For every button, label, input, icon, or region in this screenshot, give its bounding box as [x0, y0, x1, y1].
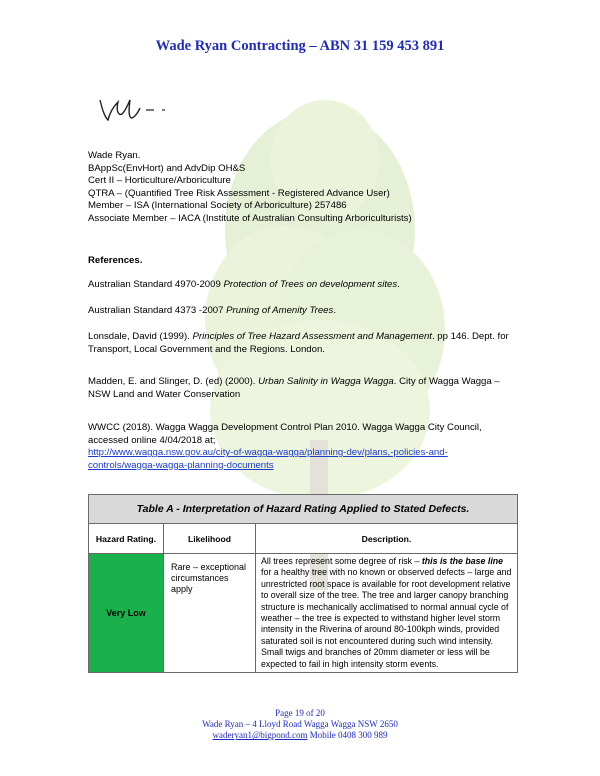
reference-item: Australian Standard 4373 -2007 Pruning of Amenity Trees. [88, 305, 336, 316]
footer-mobile: Mobile 0408 300 989 [307, 730, 388, 741]
table-header-description: Description. [256, 524, 518, 554]
credential-line: Member – ISA (International Society of Arboriculture) 257486 [88, 200, 347, 212]
reference-item: Lonsdale, David (1999). Principles of Tree Hazard Assessment and Management. pp 146. Dept. for Transport, Local Government and the Regions. London. [88, 331, 509, 355]
likelihood-cell: Rare – exceptional circumstances apply [164, 554, 256, 673]
description-cell: All trees represent some degree of risk – this is the base line for a healthy tree with no known or observed defects – large and unrestricted root space is available for root development relative to overall size of the tree. The tree and larger canopy branching structure is mechanically acclimatised to normal annual cycle of weather – the tree is expected to withstand higher level storm intensity in the Riverina of around 80-100kph winds, provided saturated soil is not encountered during such wind intensity. Small twigs and branches of 20mm diameter or less will be expected to fail in high intensity storm events. [256, 554, 518, 673]
credential-line: QTRA – (Quantified Tree Risk Assessment - Registered Advance User) [88, 187, 390, 199]
credential-line: Cert II – Horticulture/Arboriculture [88, 175, 231, 187]
credential-line: Wade Ryan. [88, 150, 141, 161]
hazard-rating-table [88, 494, 518, 673]
table-header-likelihood: Likelihood [164, 524, 256, 554]
reference-item: WWCC (2018). Wagga Wagga Development Control Plan 2010. Wagga Wagga City Council, accessed online 4/04/2018 at; http://www.wagga.nsw.gov.au/city-of-wagga-wagga/planning-dev/plans,-policies-and- controls/wagga-wagga-planning-documents [88, 422, 482, 471]
credential-line: Associate Member – IACA (Institute of Australian Consulting Arboriculturists) [88, 212, 412, 224]
table-header-hazard: Hazard Rating. [89, 524, 164, 554]
page-number: Page 19 of 20 [275, 708, 325, 718]
table-caption: Table A - Interpretation of Hazard Rating Applied to Stated Defects. [89, 495, 518, 524]
reference-item: Madden, E. and Slinger, D. (ed) (2000). Urban Salinity in Wagga Wagga. City of Wagga Wagga – NSW Land and Water Conservation [88, 376, 500, 400]
letterhead-title: Wade Ryan Contracting – ABN 31 159 453 891 [155, 38, 445, 54]
handwritten-signature [92, 92, 222, 128]
page-footer [0, 708, 600, 742]
rating-cell: Very Low [89, 554, 164, 673]
footer-email[interactable]: waderyan1@bigpond.com [212, 730, 308, 741]
references-heading: References. [88, 255, 143, 266]
reference-item: Australian Standard 4970-2009 Protection of Trees on development sites. [88, 279, 400, 290]
credentials-block [88, 150, 528, 226]
reference-link[interactable]: http://www.wagga.nsw.gov.au/city-of-wagga-wagga/planning-dev/plans,-policies-and- controls/wagga-wagga-planning-documents [88, 447, 448, 471]
credential-line: BAppSc(EnvHort) and AdvDip OH&S [88, 162, 246, 174]
table-row [89, 554, 518, 673]
footer-address: Wade Ryan – 4 Lloyd Road Wagga Wagga NSW 2650 [202, 719, 398, 730]
